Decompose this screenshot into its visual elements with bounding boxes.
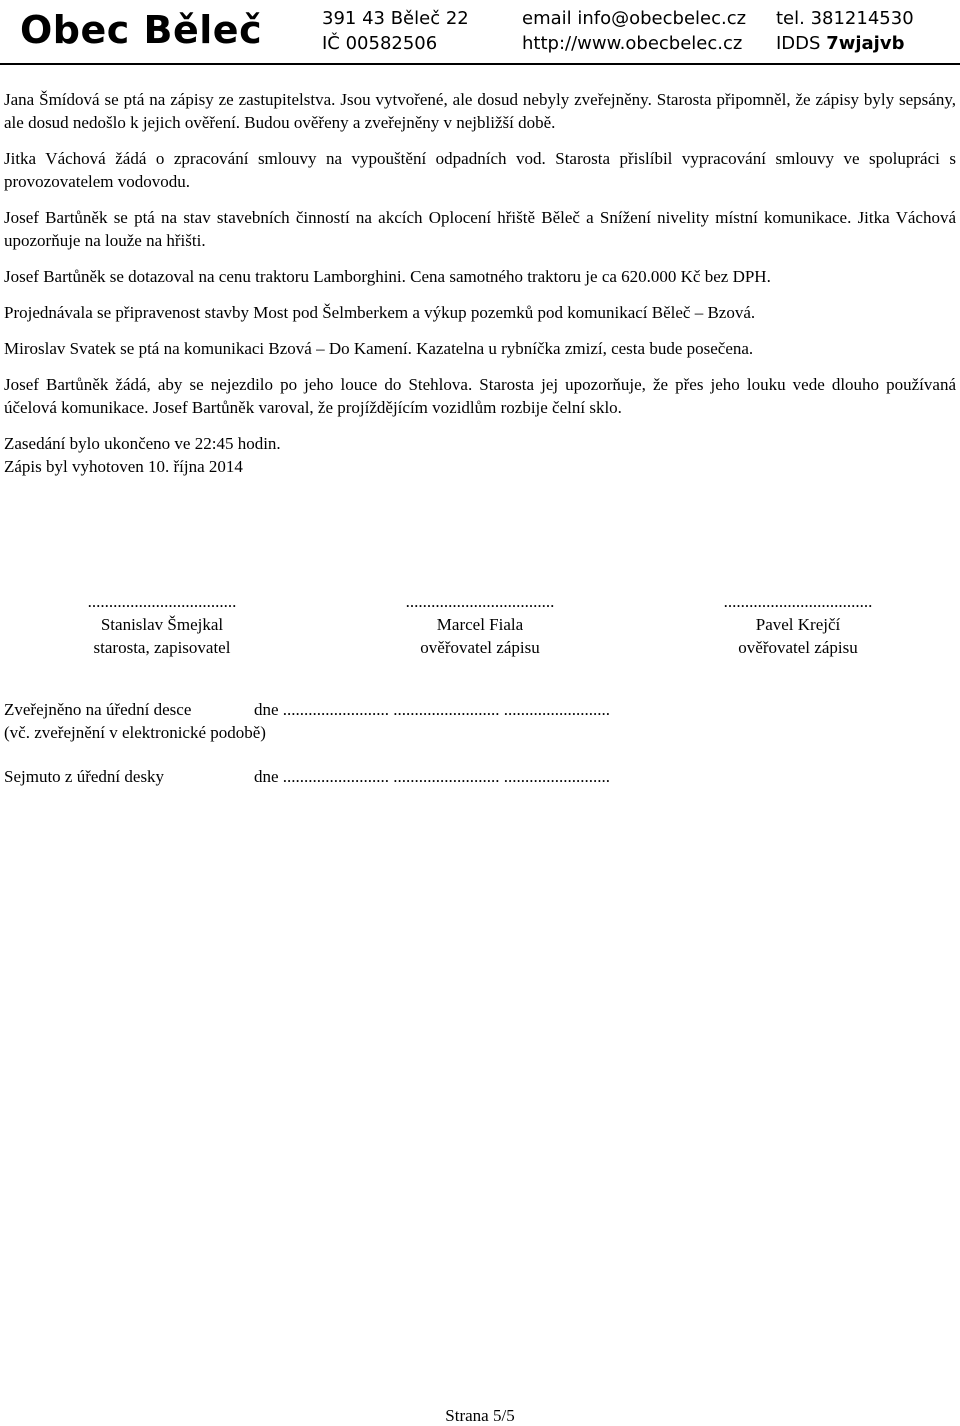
ic-number: IČ 00582506 xyxy=(322,33,438,54)
removed-label: Sejmuto z úřední desky xyxy=(4,767,165,786)
posted-label: Zveřejněno na úřední desce xyxy=(4,700,192,719)
phone-block xyxy=(776,6,914,56)
signature-mayor xyxy=(2,590,322,659)
header-divider xyxy=(0,63,960,65)
signature-verifier-1 xyxy=(320,590,640,659)
minutes-date: Zápis byl vyhotoven 10. října 2014 xyxy=(4,457,243,476)
website-url: http://www.obecbelec.cz xyxy=(522,33,743,54)
paragraph: Josef Bartůněk žádá, aby se nejezdilo po jeho louce do Stehlova. Starosta jej upozorňuje, že přes jeho louku vede dlouho používaná účelová komunikace. Josef Bartůněk varoval, že projíždějícím vozidlům rozbije čelní sklo. xyxy=(4,375,956,417)
signer-role: ověřovatel zápisu xyxy=(420,638,540,657)
signer-role: starosta, zapisovatel xyxy=(93,638,231,657)
signer-name: Pavel Krejčí xyxy=(755,615,841,634)
signer-role: ověřovatel zápisu xyxy=(738,638,858,657)
signer-name: Marcel Fiala xyxy=(436,615,524,634)
page-number: Strana 5/5 xyxy=(445,1406,515,1425)
paragraph: Josef Bartůněk se ptá na stav stavebních činností na akcích Oplocení hřiště Běleč a Snížení nivelity místní komunikace. Jitka Váchová upozorňuje na louže na hřišti. xyxy=(4,208,956,250)
idds xyxy=(776,31,914,56)
contact-block xyxy=(522,6,746,56)
letterhead xyxy=(0,0,960,68)
idds-value: 7wjajvb xyxy=(826,33,905,54)
signer-name: Stanislav Šmejkal xyxy=(100,615,224,634)
meeting-end: Zasedání bylo ukončeno ve 22:45 hodin. xyxy=(4,434,281,453)
address-block xyxy=(322,6,469,56)
electronic-note: (vč. zveřejnění v elektronické podobě) xyxy=(4,723,266,742)
idds-label: IDDS xyxy=(776,33,821,54)
minutes-body xyxy=(4,88,956,478)
signature-line: ................................... xyxy=(723,592,873,611)
paragraph: Projednávala se připravenost stavby Most pod Šelmberkem a výkup pozemků pod komunikací Běleč – Bzová. xyxy=(4,303,756,322)
removed-row xyxy=(4,765,610,788)
removed-date-field: dne ......................... ......................... ......................... xyxy=(254,767,611,786)
paragraph: Jana Šmídová se ptá na zápisy ze zastupitelstva. Jsou vytvořené, ale dosud nebyly zveřejněny. Starosta připomněl, že zápisy byly sepsány, ale dosud nedošlo k jejich ověření. Budou ověřeny a zveřejněny v nejbližší době. xyxy=(4,90,956,132)
posted-date-field: dne ......................... ......................... ......................... xyxy=(254,700,611,719)
signature-line: ................................... xyxy=(405,592,555,611)
signature-line: ................................... xyxy=(87,592,237,611)
posted-row xyxy=(4,698,610,721)
address: 391 43 Běleč 22 xyxy=(322,8,469,29)
paragraph: Miroslav Svatek se ptá na komunikaci Bzová – Do Kamení. Kazatelna u rybníčka zmizí, cesta bude posečena. xyxy=(4,339,754,358)
signature-verifier-2 xyxy=(638,590,958,659)
phone-number: tel. 381214530 xyxy=(776,8,914,29)
paragraph: Jitka Váchová žádá o zpracování smlouvy na vypouštění odpadních vod. Starosta přislíbil vypracování smlouvy ve spolupráci s provozovatelem vodovodu. xyxy=(4,149,956,191)
email-address: email info@obecbelec.cz xyxy=(522,8,747,29)
paragraph: Josef Bartůněk se dotazoval na cenu traktoru Lamborghini. Cena samotného traktoru je ca 620.000 Kč bez DPH. xyxy=(4,267,771,286)
municipality-title: Obec Běleč xyxy=(20,8,263,52)
